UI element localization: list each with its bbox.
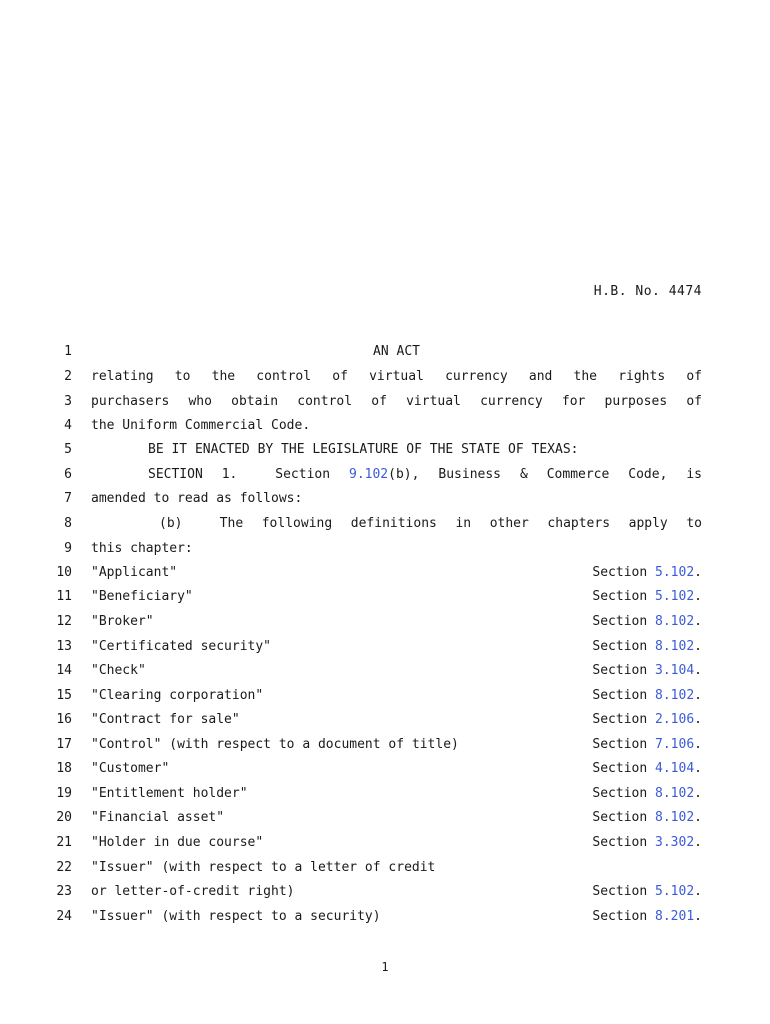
- line-number: 22: [56, 860, 72, 875]
- section-link[interactable]: 8.102: [655, 688, 695, 703]
- definition-row: [0, 612, 770, 632]
- punctuation: .: [694, 663, 702, 678]
- section-reference: [592, 759, 702, 779]
- section-text: [91, 465, 702, 485]
- line-number: 13: [56, 639, 72, 654]
- definition-row: [0, 784, 770, 804]
- punctuation: .: [694, 835, 702, 850]
- definition-row: [0, 759, 770, 779]
- definition-term: "Entitlement holder": [91, 786, 248, 801]
- punctuation: .: [694, 786, 702, 801]
- caption-text: purchasers who obtain control of virtual currency for purposes of: [91, 394, 702, 409]
- punctuation: .: [694, 614, 702, 629]
- caption-text: the Uniform Commercial Code.: [91, 418, 311, 433]
- line-number: 9: [64, 541, 72, 556]
- section-label: Section: [592, 810, 648, 825]
- document-line: [0, 367, 770, 387]
- definition-row: [0, 563, 770, 583]
- section-label: Section: [592, 639, 648, 654]
- section-link[interactable]: 8.102: [655, 614, 695, 629]
- line-number: 8: [64, 516, 72, 531]
- definition-term: "Certificated security": [91, 639, 272, 654]
- document-line: [0, 440, 770, 460]
- document-line: [0, 489, 770, 509]
- subsection-text: (b) The following definitions in other chapters apply to: [159, 516, 702, 531]
- section-link[interactable]: 8.102: [655, 786, 695, 801]
- line-number: 5: [64, 442, 72, 457]
- definition-term: "Check": [91, 663, 146, 678]
- caption-text: relating to the control of virtual currency and the rights of: [91, 369, 702, 384]
- document-line: [0, 539, 770, 559]
- section-link[interactable]: 8.102: [655, 639, 695, 654]
- section-link[interactable]: 9.102: [349, 467, 389, 482]
- definition-term: "Control" (with respect to a document of title): [91, 737, 459, 752]
- line-number: 23: [56, 884, 72, 899]
- section-link[interactable]: 8.201: [655, 909, 695, 924]
- line-number: 10: [56, 565, 72, 580]
- line-number: 24: [56, 909, 72, 924]
- section-reference: [592, 563, 702, 583]
- definition-row: [0, 858, 770, 878]
- line-number: 18: [56, 761, 72, 776]
- section-link[interactable]: 4.104: [655, 761, 695, 776]
- definition-row: [0, 735, 770, 755]
- act-heading: AN ACT: [373, 344, 420, 359]
- section-label: Section: [592, 884, 648, 899]
- definition-term: "Clearing corporation": [91, 688, 264, 703]
- section-link[interactable]: 5.102: [655, 589, 695, 604]
- line-number: 2: [64, 369, 72, 384]
- definition-row: [0, 907, 770, 927]
- definition-row: [0, 882, 770, 902]
- section-reference: [592, 784, 702, 804]
- line-number: 1: [64, 344, 72, 359]
- line-number: 6: [64, 467, 72, 482]
- punctuation: .: [694, 761, 702, 776]
- subsection-text: this chapter:: [91, 541, 193, 556]
- document-line: [0, 392, 770, 412]
- definition-row: [0, 661, 770, 681]
- definition-row: [0, 833, 770, 853]
- section-reference: [592, 882, 702, 902]
- definition-term: "Customer": [91, 761, 170, 776]
- section-reference: [592, 587, 702, 607]
- punctuation: .: [694, 712, 702, 727]
- document-line: [0, 514, 770, 534]
- page-number: 1: [381, 960, 389, 974]
- punctuation: .: [694, 639, 702, 654]
- section-reference: [592, 661, 702, 681]
- line-number: 15: [56, 688, 72, 703]
- definition-term: "Holder in due course": [91, 835, 264, 850]
- definition-row: [0, 710, 770, 730]
- punctuation: .: [694, 884, 702, 899]
- section-link[interactable]: 3.104: [655, 663, 695, 678]
- punctuation: .: [694, 810, 702, 825]
- section-reference: [592, 637, 702, 657]
- definition-row: [0, 637, 770, 657]
- punctuation: .: [694, 565, 702, 580]
- section-link[interactable]: 5.102: [655, 565, 695, 580]
- section-label: Section: [592, 688, 648, 703]
- line-number: 11: [56, 589, 72, 604]
- section-reference: [592, 686, 702, 706]
- line-number: 4: [64, 418, 72, 433]
- section-link[interactable]: 5.102: [655, 884, 695, 899]
- section-label: Section: [592, 712, 648, 727]
- section-label: Section: [592, 909, 648, 924]
- line-number: 19: [56, 786, 72, 801]
- section-label: Section: [592, 737, 648, 752]
- section-link[interactable]: 3.302: [655, 835, 695, 850]
- definition-row: [0, 587, 770, 607]
- section-reference: [592, 612, 702, 632]
- definition-row: [0, 808, 770, 828]
- section-text-pre: SECTION 1. Section: [148, 467, 349, 482]
- definition-term: "Beneficiary": [91, 589, 193, 604]
- document-line: [0, 342, 770, 362]
- document-line: [0, 465, 770, 485]
- line-number: 16: [56, 712, 72, 727]
- line-number: 12: [56, 614, 72, 629]
- section-reference: [592, 833, 702, 853]
- document-line: [0, 416, 770, 436]
- definition-term: "Issuer" (with respect to a security): [91, 909, 381, 924]
- definition-term: "Issuer" (with respect to a letter of credit: [91, 860, 436, 875]
- definition-term: "Broker": [91, 614, 154, 629]
- bill-number: H.B. No. 4474: [593, 284, 702, 299]
- punctuation: .: [694, 909, 702, 924]
- section-link[interactable]: 2.106: [655, 712, 695, 727]
- definition-term: "Applicant": [91, 565, 178, 580]
- section-label: Section: [592, 589, 648, 604]
- line-number: 3: [64, 394, 72, 409]
- section-link[interactable]: 7.106: [655, 737, 695, 752]
- section-reference: [592, 735, 702, 755]
- section-label: Section: [592, 835, 648, 850]
- section-text: amended to read as follows:: [91, 491, 303, 506]
- section-reference: [592, 808, 702, 828]
- section-text-post: (b), Business & Commerce Code, is: [388, 467, 702, 482]
- definition-term: or letter-of-credit right): [91, 884, 295, 899]
- line-number: 21: [56, 835, 72, 850]
- section-label: Section: [592, 786, 648, 801]
- section-label: Section: [592, 565, 648, 580]
- punctuation: .: [694, 589, 702, 604]
- punctuation: .: [694, 737, 702, 752]
- punctuation: .: [694, 688, 702, 703]
- definition-term: "Financial asset": [91, 810, 225, 825]
- section-label: Section: [592, 614, 648, 629]
- enacting-clause: BE IT ENACTED BY THE LEGISLATURE OF THE STATE OF TEXAS:: [148, 442, 579, 457]
- section-reference: [592, 710, 702, 730]
- section-label: Section: [592, 663, 648, 678]
- line-number: 17: [56, 737, 72, 752]
- section-label: Section: [592, 761, 648, 776]
- line-number: 20: [56, 810, 72, 825]
- section-link[interactable]: 8.102: [655, 810, 695, 825]
- definition-row: [0, 686, 770, 706]
- definition-term: "Contract for sale": [91, 712, 240, 727]
- line-number: 7: [64, 491, 72, 506]
- section-reference: [592, 907, 702, 927]
- line-number: 14: [56, 663, 72, 678]
